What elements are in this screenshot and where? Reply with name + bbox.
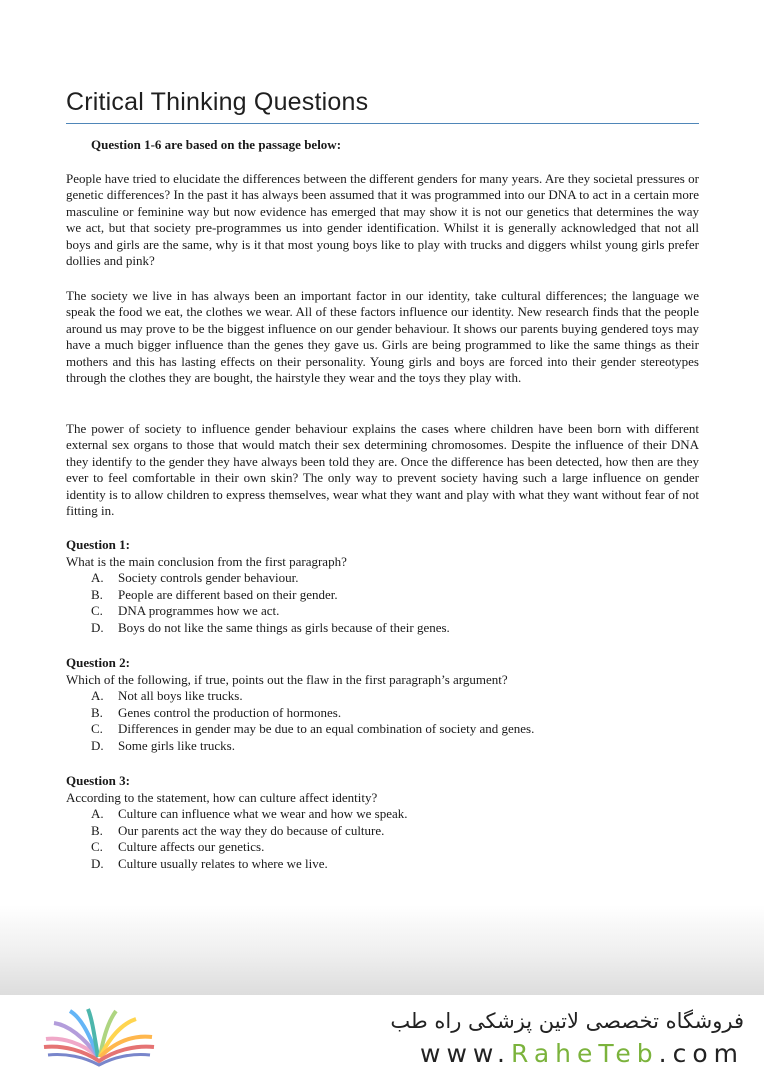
store-name: فروشگاه تخصصی لاتین پزشکی راه طب [390, 1009, 744, 1033]
option-text: DNA programmes how we act. [118, 603, 280, 618]
passage-paragraph-1: People have tried to elucidate the differences between the different genders for many years. Are they societal pressures or genetic differences? In the past it has always been assumed that it was programmed into our DNA to act in a certain more masculine or feminine way but now evidence has emerged that may show it is not our genetics that determines the way we act, but that society pre-programmes us into gender identification. Whilst it is generally acknowledged that not all boys and girls are the same, why is it that most young boys like to play with trucks and diggers whilst young girls prefer dollies and pink? [66, 171, 699, 269]
option-letter: A. [91, 570, 104, 585]
answer-option [91, 570, 706, 587]
option-letter: D. [91, 619, 104, 635]
question-2 [66, 655, 706, 754]
answer-option [91, 806, 706, 823]
answer-option [91, 856, 706, 873]
option-letter: B. [91, 704, 103, 720]
question-3 [66, 773, 706, 872]
passage-intro: Question 1-6 are based on the passage below: [91, 137, 342, 152]
question-text: According to the statement, how can culture affect identity? [66, 789, 378, 805]
passage-paragraph-2: The society we live in has always been an important factor in our identity, take cultural differences; the language we speak the food we eat, the clothes we wear. All of these factors influence our identity. New research finds that the people around us may prove to be the biggest influence on our gender behaviour. It shows our parents buying gendered toys may have a much bigger influence than the genes they gave us. Girls are being programmed to like the same things as their mothers and this has lasting effects on their personality. Young girls and boys are forced into their gender stereotypes through the clothes they are bought, the hairstyle they wear and the toys they play with. [66, 288, 699, 386]
answer-option [91, 587, 706, 604]
option-letter: B. [91, 822, 103, 838]
option-text: Culture affects our genetics. [118, 839, 265, 854]
open-book-logo-icon [40, 999, 160, 1069]
option-text: Not all boys like trucks. [118, 688, 243, 703]
answer-options [66, 688, 706, 754]
store-website [420, 1039, 744, 1068]
answer-option [91, 620, 706, 637]
answer-option [91, 603, 706, 620]
option-letter: A. [91, 806, 104, 821]
option-letter: A. [91, 688, 104, 703]
option-letter: D. [91, 737, 104, 753]
option-text: People are different based on their gender. [118, 586, 338, 602]
question-label: Question 1: [66, 537, 130, 552]
option-letter: C. [91, 839, 103, 854]
option-text: Boys do not like the same things as girls because of their genes. [118, 619, 450, 635]
option-text: Culture usually relates to where we live. [118, 855, 328, 871]
option-text: Our parents act the way they do because of culture. [118, 822, 385, 838]
option-text: Society controls gender behaviour. [118, 570, 299, 585]
option-text: Differences in gender may be due to an equal combination of society and genes. [118, 721, 535, 736]
answer-option [91, 823, 706, 840]
url-prefix: www. [420, 1039, 512, 1068]
page-bottom-shadow [0, 905, 764, 997]
question-text: Which of the following, if true, points out the flaw in the first paragraph’s argument? [66, 671, 508, 687]
title-rule [66, 123, 699, 124]
option-text: Genes control the production of hormones. [118, 704, 342, 720]
store-footer-banner [0, 995, 764, 1080]
answer-options [66, 806, 706, 872]
url-brand: RaheTeb [511, 1039, 659, 1068]
question-1 [66, 537, 706, 636]
question-label: Question 3: [66, 773, 130, 788]
answer-option [91, 738, 706, 755]
answer-options [66, 570, 706, 636]
answer-option [91, 705, 706, 722]
passage-paragraph-3: The power of society to influence gender behaviour explains the cases where children have been born with different external sex organs to those that would match their sex determining chromosomes. Despite the influence of their DNA they identify to the gender they have always been told they are. Once the difference has been detected, how then are they ever to feel comfortable in their own skin? The only way to prevent society having such a large influence on gender identity is to allow children to express themselves, wear what they want and play with what they want without fear of not fitting in. [66, 421, 699, 519]
option-letter: C. [91, 721, 103, 736]
answer-option [91, 721, 706, 738]
option-text: Some girls like trucks. [118, 737, 235, 753]
page-title: Critical Thinking Questions [66, 88, 369, 116]
answer-option [91, 688, 706, 705]
url-suffix: .com [658, 1039, 744, 1068]
option-letter: D. [91, 855, 104, 871]
question-text: What is the main conclusion from the first paragraph? [66, 553, 347, 569]
option-letter: B. [91, 586, 103, 602]
question-label: Question 2: [66, 655, 130, 670]
option-text: Culture can influence what we wear and how we speak. [118, 806, 408, 821]
answer-option [91, 839, 706, 856]
option-letter: C. [91, 603, 103, 618]
